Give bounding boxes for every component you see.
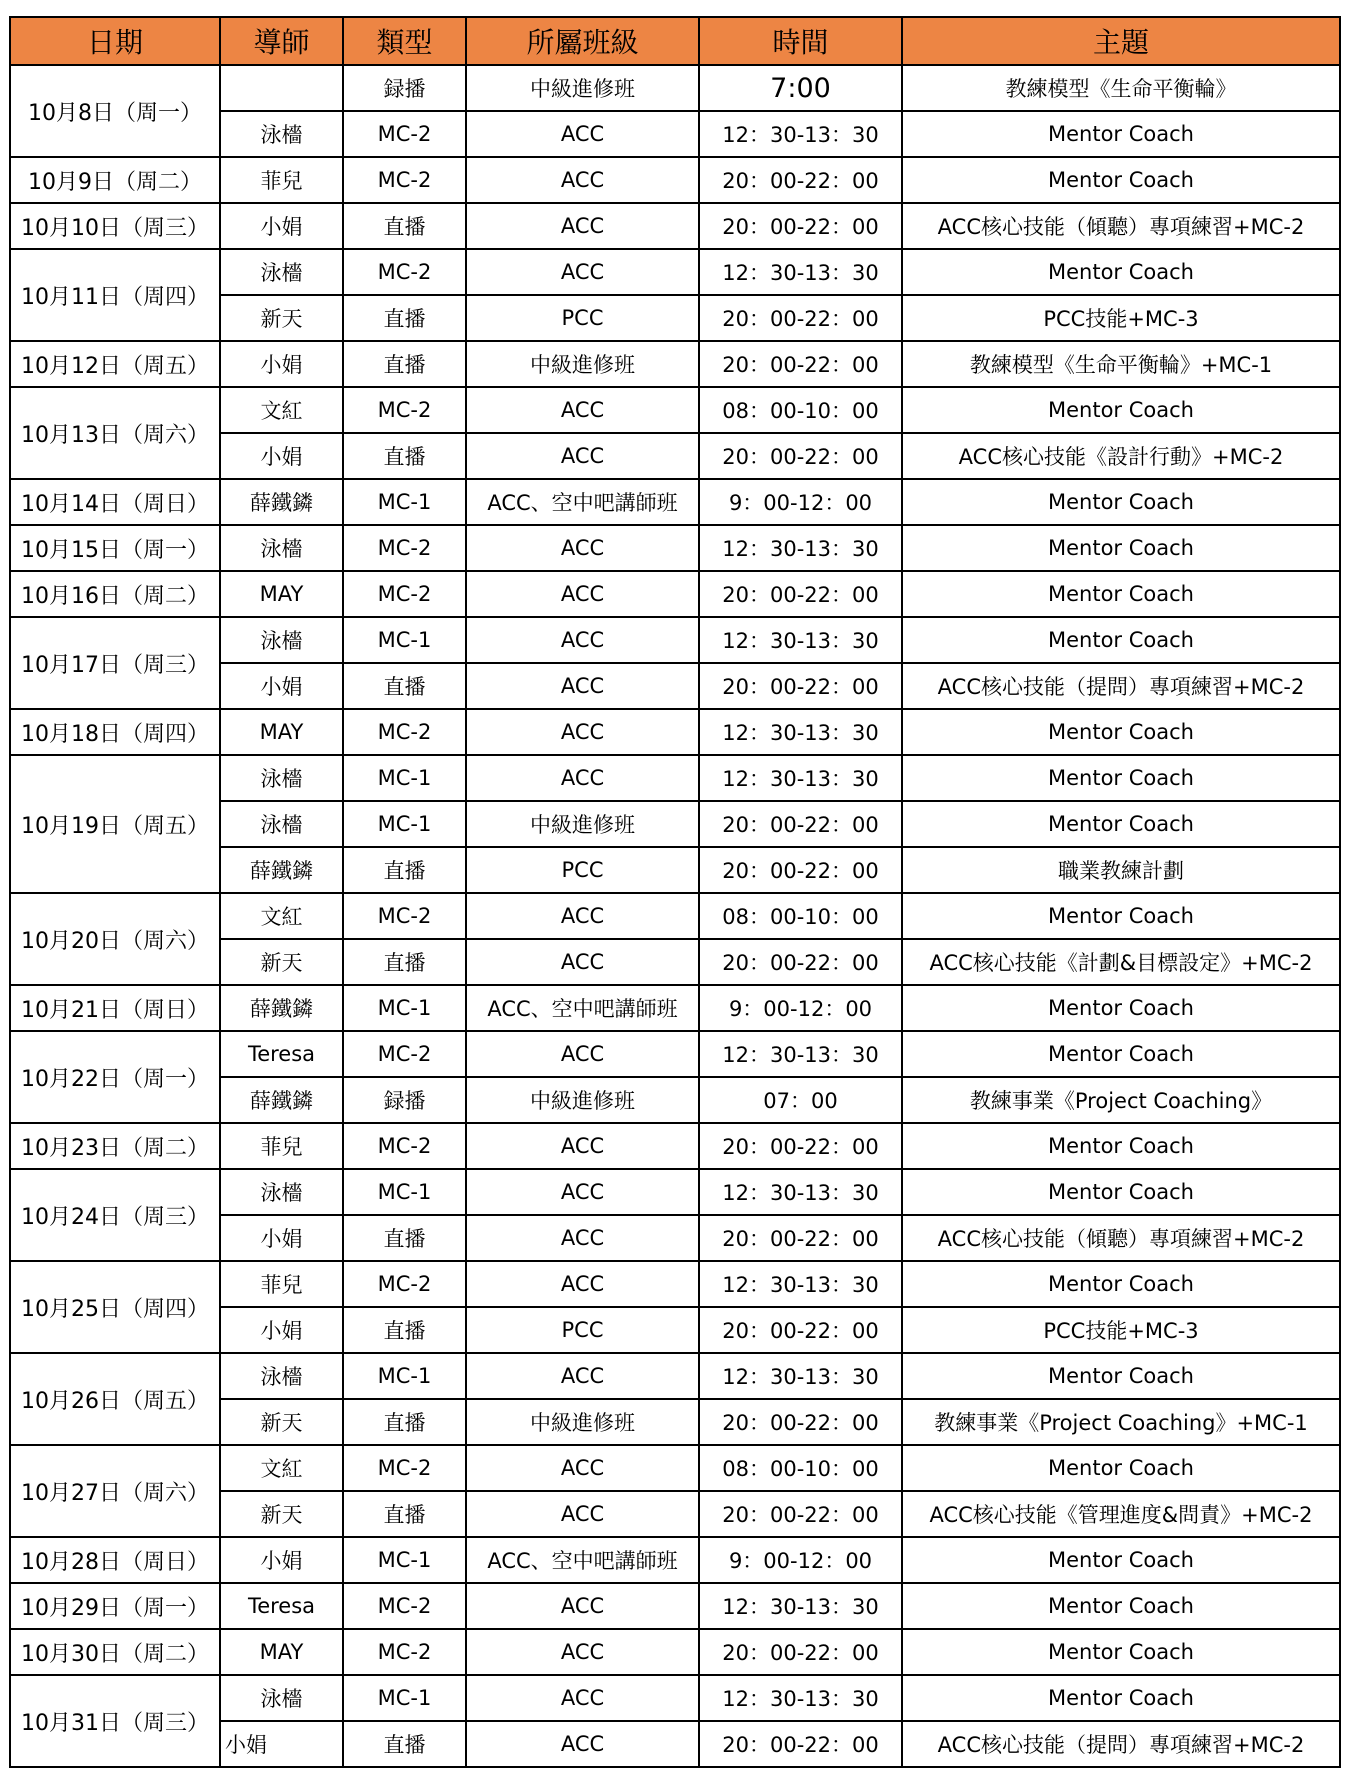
- table-row: [10, 1261, 1340, 1307]
- teacher-cell: 薛鐵鏻: [220, 479, 343, 525]
- teacher-cell: 薛鐵鏻: [220, 985, 343, 1031]
- type-cell: 録播: [343, 1077, 466, 1123]
- time-cell: 20：00-22：00: [699, 1123, 902, 1169]
- topic-cell: PCC技能+MC-3: [902, 295, 1340, 341]
- type-cell: MC-2: [343, 387, 466, 433]
- teacher-cell: 小娟: [220, 341, 343, 387]
- time-cell: 12：30-13：30: [699, 1353, 902, 1399]
- time-cell: 12：30-13：30: [699, 111, 902, 157]
- class-cell: 中級進修班: [466, 801, 699, 847]
- time-cell: 20：00-22：00: [699, 1307, 902, 1353]
- teacher-cell: 泳檣: [220, 801, 343, 847]
- topic-cell: ACC核心技能（提問）專項練習+MC-2: [902, 663, 1340, 709]
- date-cell: 10月26日（周五）: [10, 1353, 220, 1445]
- topic-cell: Mentor Coach: [902, 801, 1340, 847]
- class-cell: PCC: [466, 295, 699, 341]
- time-cell: 9：00-12：00: [699, 479, 902, 525]
- time-cell: 12：30-13：30: [699, 709, 902, 755]
- time-cell: 12：30-13：30: [699, 525, 902, 571]
- class-cell: ACC: [466, 709, 699, 755]
- time-cell: 20：00-22：00: [699, 1491, 902, 1537]
- class-cell: ACC: [466, 1721, 699, 1767]
- class-cell: ACC: [466, 203, 699, 249]
- type-cell: 直播: [343, 1721, 466, 1767]
- topic-cell: 教練事業《Project Coaching》+MC-1: [902, 1399, 1340, 1445]
- teacher-cell: 小娟: [220, 433, 343, 479]
- time-cell: 20：00-22：00: [699, 801, 902, 847]
- class-cell: ACC: [466, 617, 699, 663]
- class-cell: PCC: [466, 1307, 699, 1353]
- time-cell: 9：00-12：00: [699, 985, 902, 1031]
- type-cell: MC-2: [343, 1445, 466, 1491]
- date-cell: 10月10日（周三）: [10, 203, 220, 249]
- date-cell: 10月11日（周四）: [10, 249, 220, 341]
- table-row: [10, 1031, 1340, 1077]
- schedule-body: [10, 65, 1340, 1767]
- table-row: [10, 525, 1340, 571]
- class-cell: ACC: [466, 249, 699, 295]
- type-cell: 直播: [343, 295, 466, 341]
- type-cell: MC-2: [343, 1123, 466, 1169]
- class-cell: ACC、空中吧講師班: [466, 479, 699, 525]
- topic-cell: Mentor Coach: [902, 1169, 1340, 1215]
- time-cell: 12：30-13：30: [699, 1261, 902, 1307]
- topic-cell: Mentor Coach: [902, 1445, 1340, 1491]
- time-cell: 08：00-10：00: [699, 893, 902, 939]
- date-cell: 10月20日（周六）: [10, 893, 220, 985]
- class-cell: ACC: [466, 939, 699, 985]
- time-cell: 12：30-13：30: [699, 755, 902, 801]
- class-cell: 中級進修班: [466, 65, 699, 111]
- class-cell: ACC: [466, 1031, 699, 1077]
- header-teacher: 導師: [220, 17, 343, 65]
- type-cell: MC-2: [343, 1261, 466, 1307]
- topic-cell: Mentor Coach: [902, 525, 1340, 571]
- date-cell: 10月28日（周日）: [10, 1537, 220, 1583]
- date-cell: 10月13日（周六）: [10, 387, 220, 479]
- teacher-cell: 小娟: [220, 1537, 343, 1583]
- teacher-cell: 泳檣: [220, 1169, 343, 1215]
- class-cell: ACC: [466, 1215, 699, 1261]
- time-cell: 20：00-22：00: [699, 1629, 902, 1675]
- table-row: [10, 479, 1340, 525]
- table-row: [10, 1629, 1340, 1675]
- table-row: [10, 65, 1340, 111]
- time-cell: 20：00-22：00: [699, 341, 902, 387]
- class-cell: ACC: [466, 157, 699, 203]
- type-cell: MC-2: [343, 1629, 466, 1675]
- class-cell: ACC: [466, 387, 699, 433]
- table-row: [10, 1353, 1340, 1399]
- topic-cell: Mentor Coach: [902, 1629, 1340, 1675]
- teacher-cell: 文紅: [220, 1445, 343, 1491]
- teacher-cell: MAY: [220, 709, 343, 755]
- type-cell: 直播: [343, 203, 466, 249]
- time-cell: 12：30-13：30: [699, 1675, 902, 1721]
- type-cell: MC-1: [343, 617, 466, 663]
- table-row: [10, 1537, 1340, 1583]
- type-cell: MC-2: [343, 893, 466, 939]
- date-cell: 10月9日（周二）: [10, 157, 220, 203]
- teacher-cell: 泳檣: [220, 617, 343, 663]
- class-cell: ACC: [466, 1583, 699, 1629]
- teacher-cell: 文紅: [220, 387, 343, 433]
- topic-cell: Mentor Coach: [902, 985, 1340, 1031]
- date-cell: 10月25日（周四）: [10, 1261, 220, 1353]
- header-row: [10, 17, 1340, 65]
- type-cell: 直播: [343, 1215, 466, 1261]
- class-cell: ACC、空中吧講師班: [466, 985, 699, 1031]
- class-cell: ACC: [466, 433, 699, 479]
- class-cell: ACC: [466, 111, 699, 157]
- topic-cell: Mentor Coach: [902, 1583, 1340, 1629]
- teacher-cell: 小娟: [220, 1215, 343, 1261]
- type-cell: MC-2: [343, 249, 466, 295]
- table-row: [10, 203, 1340, 249]
- time-cell: 20：00-22：00: [699, 663, 902, 709]
- topic-cell: Mentor Coach: [902, 1031, 1340, 1077]
- type-cell: MC-1: [343, 1169, 466, 1215]
- time-cell: 08：00-10：00: [699, 387, 902, 433]
- type-cell: MC-2: [343, 525, 466, 571]
- header-class: 所屬班級: [466, 17, 699, 65]
- date-cell: 10月31日（周三）: [10, 1675, 220, 1767]
- date-cell: 10月19日（周五）: [10, 755, 220, 893]
- table-row: [10, 893, 1340, 939]
- table-row: [10, 617, 1340, 663]
- teacher-cell: 泳檣: [220, 1675, 343, 1721]
- topic-cell: ACC核心技能《計劃&目標設定》+MC-2: [902, 939, 1340, 985]
- teacher-cell: MAY: [220, 571, 343, 617]
- date-cell: 10月27日（周六）: [10, 1445, 220, 1537]
- topic-cell: Mentor Coach: [902, 387, 1340, 433]
- table-row: [10, 341, 1340, 387]
- type-cell: 直播: [343, 433, 466, 479]
- topic-cell: Mentor Coach: [902, 571, 1340, 617]
- header-time: 時間: [699, 17, 902, 65]
- topic-cell: Mentor Coach: [902, 893, 1340, 939]
- type-cell: MC-2: [343, 157, 466, 203]
- time-cell: 12：30-13：30: [699, 1169, 902, 1215]
- type-cell: MC-2: [343, 709, 466, 755]
- type-cell: MC-1: [343, 801, 466, 847]
- topic-cell: ACC核心技能（傾聽）專項練習+MC-2: [902, 203, 1340, 249]
- teacher-cell: 新天: [220, 1399, 343, 1445]
- topic-cell: Mentor Coach: [902, 1261, 1340, 1307]
- type-cell: 直播: [343, 939, 466, 985]
- time-cell: 20：00-22：00: [699, 157, 902, 203]
- time-cell: 12：30-13：30: [699, 1583, 902, 1629]
- class-cell: ACC: [466, 1445, 699, 1491]
- time-cell: 08：00-10：00: [699, 1445, 902, 1491]
- class-cell: ACC: [466, 571, 699, 617]
- topic-cell: ACC核心技能（提問）專項練習+MC-2: [902, 1721, 1340, 1767]
- topic-cell: ACC核心技能《設計行動》+MC-2: [902, 433, 1340, 479]
- time-cell: 7:00: [699, 65, 902, 111]
- class-cell: ACC: [466, 1261, 699, 1307]
- class-cell: ACC: [466, 893, 699, 939]
- type-cell: MC-1: [343, 985, 466, 1031]
- topic-cell: PCC技能+MC-3: [902, 1307, 1340, 1353]
- schedule-table: [9, 16, 1341, 1768]
- teacher-cell: 新天: [220, 939, 343, 985]
- header-topic: 主題: [902, 17, 1340, 65]
- date-cell: 10月29日（周一）: [10, 1583, 220, 1629]
- topic-cell: Mentor Coach: [902, 1537, 1340, 1583]
- class-cell: ACC: [466, 1675, 699, 1721]
- teacher-cell: 小娟: [220, 203, 343, 249]
- date-cell: 10月23日（周二）: [10, 1123, 220, 1169]
- type-cell: 直播: [343, 1491, 466, 1537]
- teacher-cell: 薛鐵鏻: [220, 847, 343, 893]
- class-cell: 中級進修班: [466, 1399, 699, 1445]
- time-cell: 07：00: [699, 1077, 902, 1123]
- topic-cell: Mentor Coach: [902, 157, 1340, 203]
- table-row: [10, 1583, 1340, 1629]
- date-cell: 10月21日（周日）: [10, 985, 220, 1031]
- type-cell: MC-2: [343, 111, 466, 157]
- time-cell: 20：00-22：00: [699, 433, 902, 479]
- teacher-cell: 泳檣: [220, 755, 343, 801]
- class-cell: ACC、空中吧講師班: [466, 1537, 699, 1583]
- table-row: [10, 1169, 1340, 1215]
- date-cell: 10月22日（周一）: [10, 1031, 220, 1123]
- teacher-cell: 小娟: [220, 1307, 343, 1353]
- teacher-cell: 泳檣: [220, 111, 343, 157]
- topic-cell: Mentor Coach: [902, 709, 1340, 755]
- topic-cell: Mentor Coach: [902, 1123, 1340, 1169]
- class-cell: PCC: [466, 847, 699, 893]
- table-row: [10, 157, 1340, 203]
- header-date: 日期: [10, 17, 220, 65]
- topic-cell: Mentor Coach: [902, 479, 1340, 525]
- table-row: [10, 709, 1340, 755]
- table-row: [10, 1675, 1340, 1721]
- class-cell: ACC: [466, 1123, 699, 1169]
- class-cell: ACC: [466, 525, 699, 571]
- type-cell: MC-1: [343, 755, 466, 801]
- teacher-cell: 小娟: [220, 663, 343, 709]
- date-cell: 10月24日（周三）: [10, 1169, 220, 1261]
- type-cell: 直播: [343, 1307, 466, 1353]
- date-cell: 10月18日（周四）: [10, 709, 220, 755]
- topic-cell: Mentor Coach: [902, 755, 1340, 801]
- teacher-cell: 泳檣: [220, 525, 343, 571]
- teacher-cell: 菲兒: [220, 1261, 343, 1307]
- type-cell: 直播: [343, 663, 466, 709]
- table-row: [10, 387, 1340, 433]
- date-cell: 10月16日（周二）: [10, 571, 220, 617]
- time-cell: 20：00-22：00: [699, 295, 902, 341]
- time-cell: 20：00-22：00: [699, 1721, 902, 1767]
- time-cell: 20：00-22：00: [699, 571, 902, 617]
- date-cell: 10月12日（周五）: [10, 341, 220, 387]
- type-cell: MC-1: [343, 1353, 466, 1399]
- date-cell: 10月30日（周二）: [10, 1629, 220, 1675]
- time-cell: 20：00-22：00: [699, 203, 902, 249]
- time-cell: 12：30-13：30: [699, 1031, 902, 1077]
- teacher-cell: Teresa: [220, 1031, 343, 1077]
- teacher-cell: 新天: [220, 1491, 343, 1537]
- type-cell: 録播: [343, 65, 466, 111]
- type-cell: MC-1: [343, 1675, 466, 1721]
- date-cell: 10月8日（周一）: [10, 65, 220, 157]
- table-row: [10, 1123, 1340, 1169]
- teacher-cell: 泳檣: [220, 249, 343, 295]
- topic-cell: 教練事業《Project Coaching》: [902, 1077, 1340, 1123]
- teacher-cell: 薛鐵鏻: [220, 1077, 343, 1123]
- topic-cell: 教練模型《生命平衡輪》+MC-1: [902, 341, 1340, 387]
- teacher-cell: 菲兒: [220, 1123, 343, 1169]
- type-cell: MC-2: [343, 1031, 466, 1077]
- topic-cell: Mentor Coach: [902, 249, 1340, 295]
- topic-cell: Mentor Coach: [902, 1675, 1340, 1721]
- teacher-cell: Teresa: [220, 1583, 343, 1629]
- teacher-cell: 泳檣: [220, 1353, 343, 1399]
- time-cell: 12：30-13：30: [699, 617, 902, 663]
- class-cell: 中級進修班: [466, 341, 699, 387]
- class-cell: ACC: [466, 1491, 699, 1537]
- table-row: [10, 571, 1340, 617]
- teacher-cell: [220, 65, 343, 111]
- teacher-cell: 菲兒: [220, 157, 343, 203]
- teacher-cell: 新天: [220, 295, 343, 341]
- class-cell: ACC: [466, 1169, 699, 1215]
- type-cell: 直播: [343, 1399, 466, 1445]
- topic-cell: Mentor Coach: [902, 111, 1340, 157]
- class-cell: 中級進修班: [466, 1077, 699, 1123]
- type-cell: MC-1: [343, 1537, 466, 1583]
- header-type: 類型: [343, 17, 466, 65]
- date-cell: 10月14日（周日）: [10, 479, 220, 525]
- topic-cell: 教練模型《生命平衡輪》: [902, 65, 1340, 111]
- topic-cell: 職業教練計劃: [902, 847, 1340, 893]
- teacher-cell: MAY: [220, 1629, 343, 1675]
- time-cell: 20：00-22：00: [699, 939, 902, 985]
- class-cell: ACC: [466, 755, 699, 801]
- time-cell: 12：30-13：30: [699, 249, 902, 295]
- table-row: [10, 1445, 1340, 1491]
- class-cell: ACC: [466, 1629, 699, 1675]
- type-cell: 直播: [343, 847, 466, 893]
- time-cell: 20：00-22：00: [699, 847, 902, 893]
- date-cell: 10月15日（周一）: [10, 525, 220, 571]
- table-row: [10, 249, 1340, 295]
- type-cell: MC-2: [343, 1583, 466, 1629]
- table-row: [10, 985, 1340, 1031]
- time-cell: 9：00-12：00: [699, 1537, 902, 1583]
- topic-cell: Mentor Coach: [902, 617, 1340, 663]
- type-cell: MC-2: [343, 571, 466, 617]
- time-cell: 20：00-22：00: [699, 1399, 902, 1445]
- class-cell: ACC: [466, 1353, 699, 1399]
- topic-cell: ACC核心技能《管理進度&問責》+MC-2: [902, 1491, 1340, 1537]
- type-cell: MC-1: [343, 479, 466, 525]
- time-cell: 20：00-22：00: [699, 1215, 902, 1261]
- class-cell: ACC: [466, 663, 699, 709]
- date-cell: 10月17日（周三）: [10, 617, 220, 709]
- table-row: [10, 755, 1340, 801]
- teacher-cell: 文紅: [220, 893, 343, 939]
- topic-cell: ACC核心技能（傾聽）專項練習+MC-2: [902, 1215, 1340, 1261]
- teacher-cell: 小娟: [220, 1721, 343, 1767]
- type-cell: 直播: [343, 341, 466, 387]
- topic-cell: Mentor Coach: [902, 1353, 1340, 1399]
